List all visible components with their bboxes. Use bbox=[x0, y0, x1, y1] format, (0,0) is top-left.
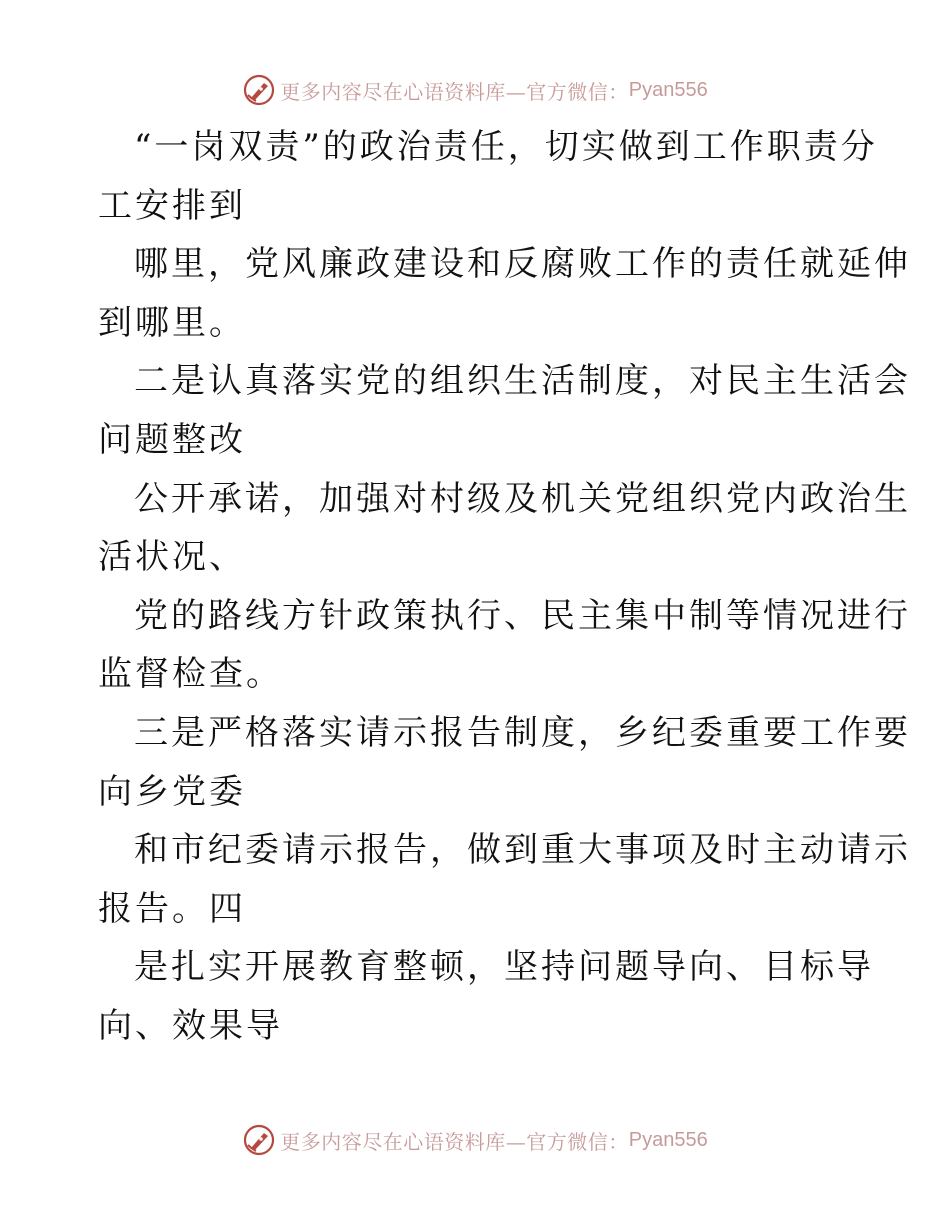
body-line: 哪里，党风廉政建设和反腐败工作的责任就延伸 bbox=[134, 244, 911, 285]
header-watermark bbox=[0, 70, 950, 110]
body-line: 三是严格落实请示报告制度，乡纪委重要工作要 bbox=[134, 712, 911, 753]
body-line: 向乡党委 bbox=[98, 771, 246, 812]
body-line: 和市纪委请示报告，做到重大事项及时主动请示 bbox=[134, 830, 911, 871]
footer-watermark-text: 更多内容尽在心语资料库—官方微信： bbox=[280, 1129, 629, 1154]
header-watermark-text: 更多内容尽在心语资料库—官方微信： bbox=[280, 79, 629, 104]
body-line: 党的路线方针政策执行、民主集中制等情况进行 bbox=[134, 595, 911, 636]
body-line: 是扎实开展教育整顿，坚持问题导向、目标导 bbox=[134, 947, 874, 988]
body-line: 报告。四 bbox=[98, 888, 246, 929]
header-watermark-wechat: Pyan556 bbox=[628, 78, 708, 101]
body-line: 问题整改 bbox=[98, 419, 246, 460]
footer-watermark bbox=[0, 1120, 950, 1160]
body-line: 向、效果导 bbox=[98, 1005, 283, 1046]
body-line: 公开承诺，加强对村级及机关党组织党内政治生 bbox=[134, 478, 911, 519]
body-line: “一岗双责”的政治责任，切实做到工作职责分 bbox=[134, 127, 878, 167]
pen-nib-circle-icon bbox=[242, 1123, 276, 1157]
footer-watermark-wechat: Pyan556 bbox=[628, 1128, 708, 1151]
body-line: 到哪里。 bbox=[98, 302, 246, 343]
body-line: 监督检查。 bbox=[98, 654, 283, 695]
body-line: 二是认真落实党的组织生活制度，对民主生活会 bbox=[134, 361, 911, 402]
body-line: 工安排到 bbox=[98, 185, 246, 226]
body-line: 活状况、 bbox=[98, 537, 246, 578]
pen-nib-circle-icon bbox=[242, 73, 276, 107]
document-body bbox=[98, 118, 911, 1056]
